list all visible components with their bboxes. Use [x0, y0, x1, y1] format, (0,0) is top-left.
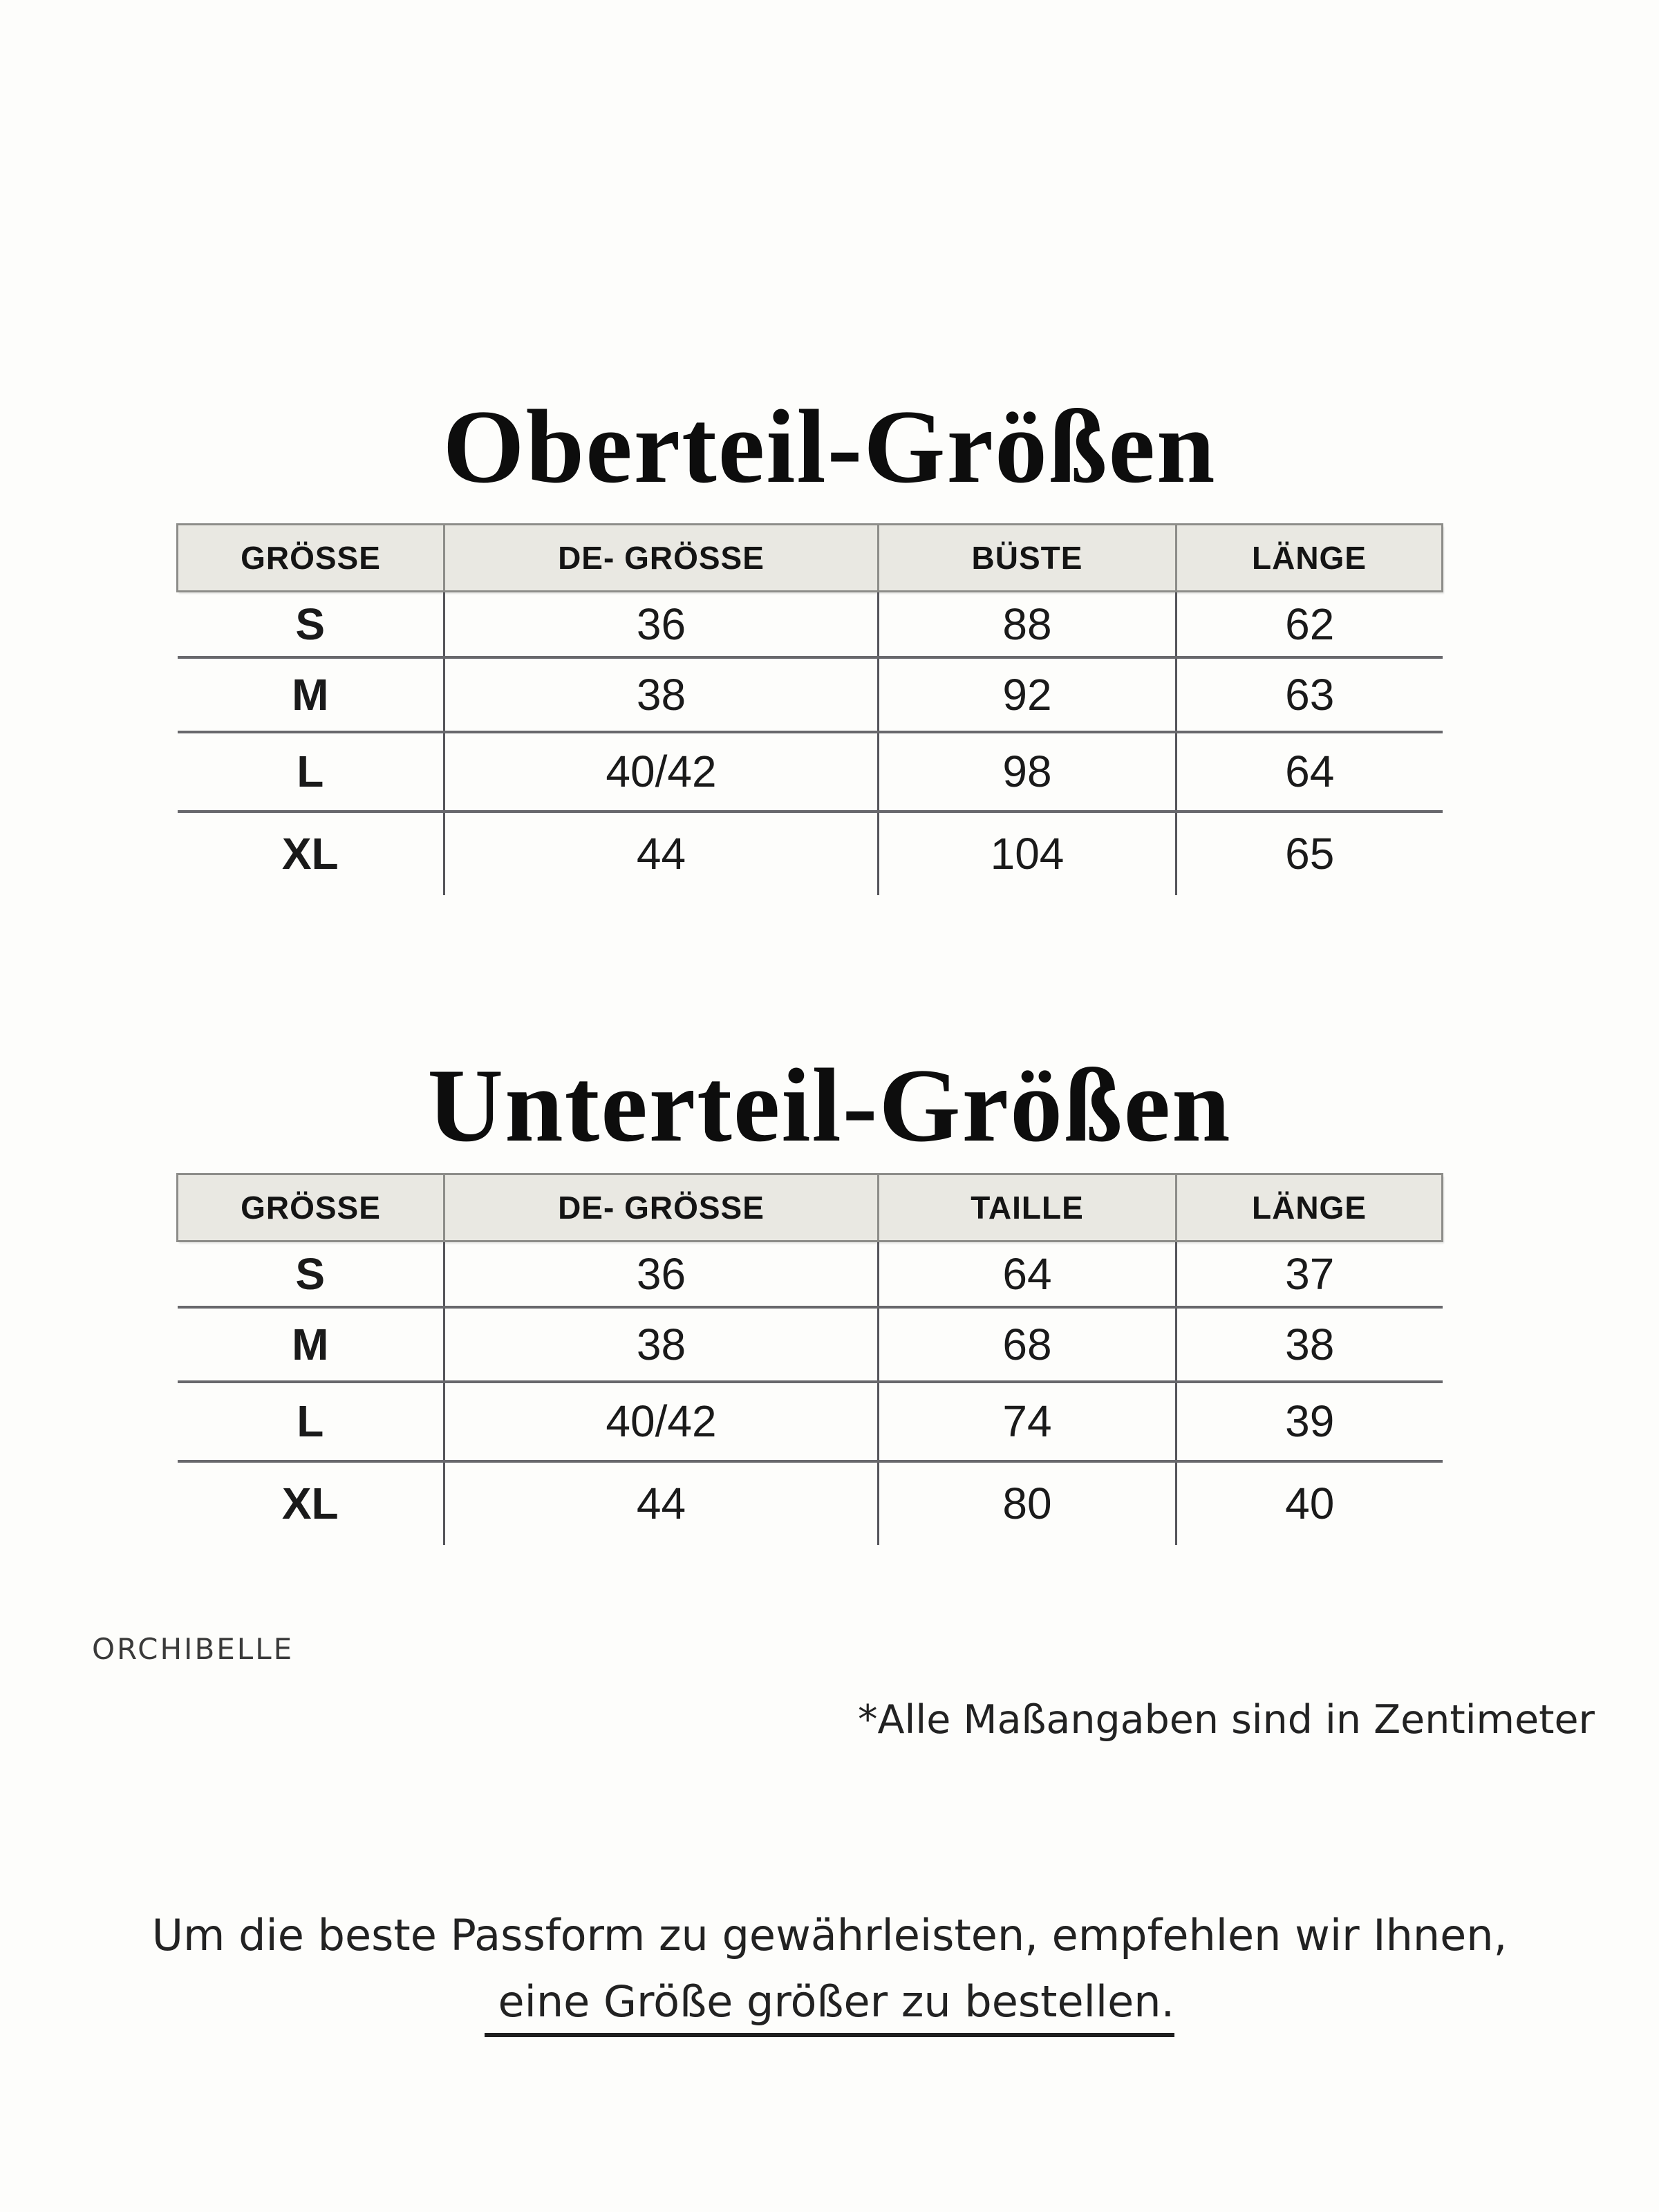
waist-cell: 74 — [879, 1382, 1177, 1461]
size-cell: M — [178, 657, 444, 732]
length-cell: 39 — [1177, 1382, 1443, 1461]
fit-recommendation-line1: Um die beste Passform zu gewährleisten, empfehlen wir Ihnen, — [151, 1910, 1508, 1960]
size-cell: S — [295, 1248, 326, 1299]
waist-cell: 64 — [879, 1241, 1177, 1307]
table-row — [178, 1382, 1443, 1461]
de-size-cell: 40/42 — [444, 732, 879, 812]
tops-header-bueste: BÜSTE — [879, 525, 1177, 592]
size-cell: L — [178, 732, 444, 812]
size-cell: L — [178, 1382, 444, 1461]
fit-recommendation-underlined-2: größer zu bestellen. — [747, 1976, 1174, 2037]
size-cell: S — [295, 599, 326, 649]
waist-cell: 68 — [879, 1307, 1177, 1382]
bust-cell: 92 — [879, 657, 1177, 732]
table-row — [178, 592, 1443, 657]
de-size-cell: 44 — [444, 812, 879, 895]
table-row — [178, 812, 1443, 895]
bottoms-header-laenge: LÄNGE — [1177, 1174, 1443, 1241]
tops-header-laenge: LÄNGE — [1177, 525, 1443, 592]
tops-header-groesse: GRÖSSE — [178, 525, 444, 592]
bottoms-section-title: Unterteil-Größen — [427, 1047, 1232, 1163]
length-cell: 64 — [1177, 732, 1443, 812]
size-cell: XL — [178, 812, 444, 895]
bottoms-size-table — [176, 1173, 1443, 1545]
de-size-cell: 44 — [444, 1461, 879, 1545]
size-cell: M — [178, 1307, 444, 1382]
table-row — [178, 732, 1443, 812]
length-cell: 62 — [1177, 592, 1443, 657]
table-row — [178, 1307, 1443, 1382]
de-size-cell: 38 — [444, 657, 879, 732]
de-size-cell: 40/42 — [444, 1382, 879, 1461]
table-row — [178, 1461, 1443, 1545]
bottoms-header-groesse: GRÖSSE — [178, 1174, 444, 1241]
bust-cell: 98 — [879, 732, 1177, 812]
bottoms-header-row — [178, 1174, 1443, 1241]
tops-header-de-groesse: DE- GRÖSSE — [444, 525, 879, 592]
table-row — [178, 657, 1443, 732]
de-size-cell: 36 — [444, 592, 879, 657]
fit-recommendation-line2 — [0, 1969, 1659, 2035]
tops-header-row — [178, 525, 1443, 592]
size-cell: XL — [178, 1461, 444, 1545]
length-cell: 37 — [1177, 1241, 1443, 1307]
length-cell: 65 — [1177, 812, 1443, 895]
de-size-cell: 36 — [444, 1241, 879, 1307]
bust-cell: 88 — [879, 592, 1177, 657]
tops-size-table — [176, 523, 1443, 895]
table-row — [178, 1241, 1443, 1307]
length-cell: 63 — [1177, 657, 1443, 732]
tops-section-title: Oberteil-Größen — [442, 388, 1217, 505]
fit-recommendation — [0, 1902, 1659, 2035]
bust-cell: 104 — [879, 812, 1177, 895]
de-size-cell: 38 — [444, 1307, 879, 1382]
brand-text: ORCHIBELLE — [92, 1632, 294, 1666]
length-cell: 40 — [1177, 1461, 1443, 1545]
bottoms-header-taille: TAILLE — [879, 1174, 1177, 1241]
length-cell: 38 — [1177, 1307, 1443, 1382]
waist-cell: 80 — [879, 1461, 1177, 1545]
fit-recommendation-underlined-1: eine Größe — [485, 1976, 747, 2037]
measurements-footnote: *Alle Maßangaben sind in Zentimeter — [858, 1697, 1595, 1743]
bottoms-header-de-groesse: DE- GRÖSSE — [444, 1174, 879, 1241]
